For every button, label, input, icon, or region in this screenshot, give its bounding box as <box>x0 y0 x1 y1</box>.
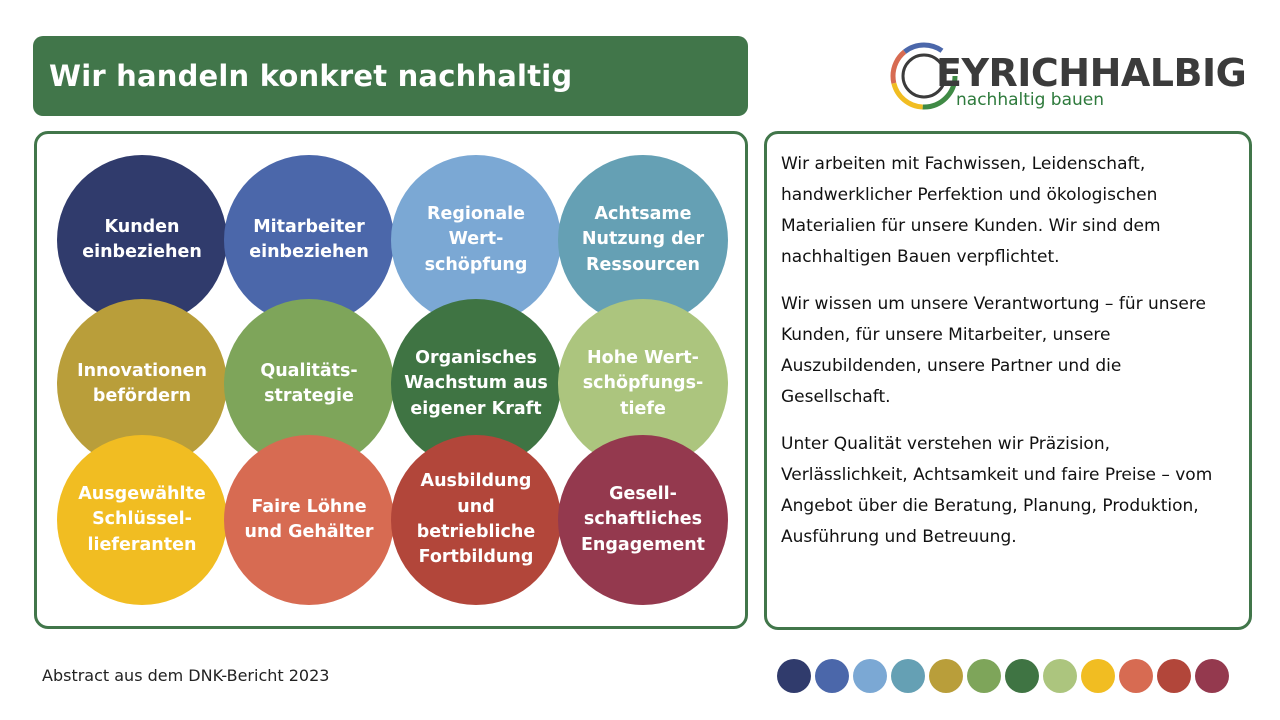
color-dot <box>1157 659 1191 693</box>
logo-subtitle: nachhaltig bauen <box>956 90 1105 110</box>
value-circle: Achtsame Nutzung der Ressourcen <box>558 155 728 325</box>
logo-name: EYRICHHALBIG <box>936 51 1247 95</box>
value-circle: Ausbildung und betriebliche Fortbildung <box>391 435 561 605</box>
color-dot <box>1195 659 1229 693</box>
value-circle: Mitarbeiter einbeziehen <box>224 155 394 325</box>
description-paragraph: Wir arbeiten mit Fachwissen, Leidenschaft, handwerklicher Perfektion und ökologischen Materialien für unsere Kunden. Wir sind dem nachhaltigen Bauen verpflichtet. <box>781 154 1161 267</box>
value-circle: Regionale Wert- schöpfung <box>391 155 561 325</box>
values-panel <box>34 131 748 629</box>
value-circle: Gesell- schaftliches Engagement <box>558 435 728 605</box>
value-circle: Qualitäts- strategie <box>224 299 394 469</box>
color-dot <box>891 659 925 693</box>
value-circle: Ausgewählte Schlüssel- lieferanten <box>57 435 227 605</box>
title-bar <box>33 36 748 116</box>
color-dot <box>777 659 811 693</box>
value-circle: Organisches Wachstum aus eigener Kraft <box>391 299 561 469</box>
color-dot <box>967 659 1001 693</box>
color-dot <box>853 659 887 693</box>
color-dot <box>1043 659 1077 693</box>
value-circle: Innovationen befördern <box>57 299 227 469</box>
color-dot <box>1005 659 1039 693</box>
color-dot <box>1081 659 1115 693</box>
description-paragraph: Wir wissen um unsere Verantwortung – für unsere Kunden, für unsere Mitarbeiter, unsere Auszubildenden, unsere Partner und die Gesellschaft. <box>781 294 1206 407</box>
color-dot <box>929 659 963 693</box>
footer-source-note: Abstract aus dem DNK-Bericht 2023 <box>42 666 330 685</box>
value-circle: Faire Löhne und Gehälter <box>224 435 394 605</box>
color-dot <box>1119 659 1153 693</box>
color-dot <box>815 659 849 693</box>
color-legend-dots <box>777 659 1233 693</box>
description-panel <box>764 131 1252 630</box>
value-circle: Kunden einbeziehen <box>57 155 227 325</box>
company-logo <box>888 40 1247 118</box>
value-circle: Hohe Wert- schöpfungs- tiefe <box>558 299 728 469</box>
page-title: Wir handeln konkret nachhaltig <box>49 59 573 93</box>
description-paragraph: Unter Qualität verstehen wir Präzision, Verlässlichkeit, Achtsamkeit und faire Preise – vom Angebot über die Beratung, Planung, Produktion, Ausführung und Betreuung. <box>781 434 1213 547</box>
